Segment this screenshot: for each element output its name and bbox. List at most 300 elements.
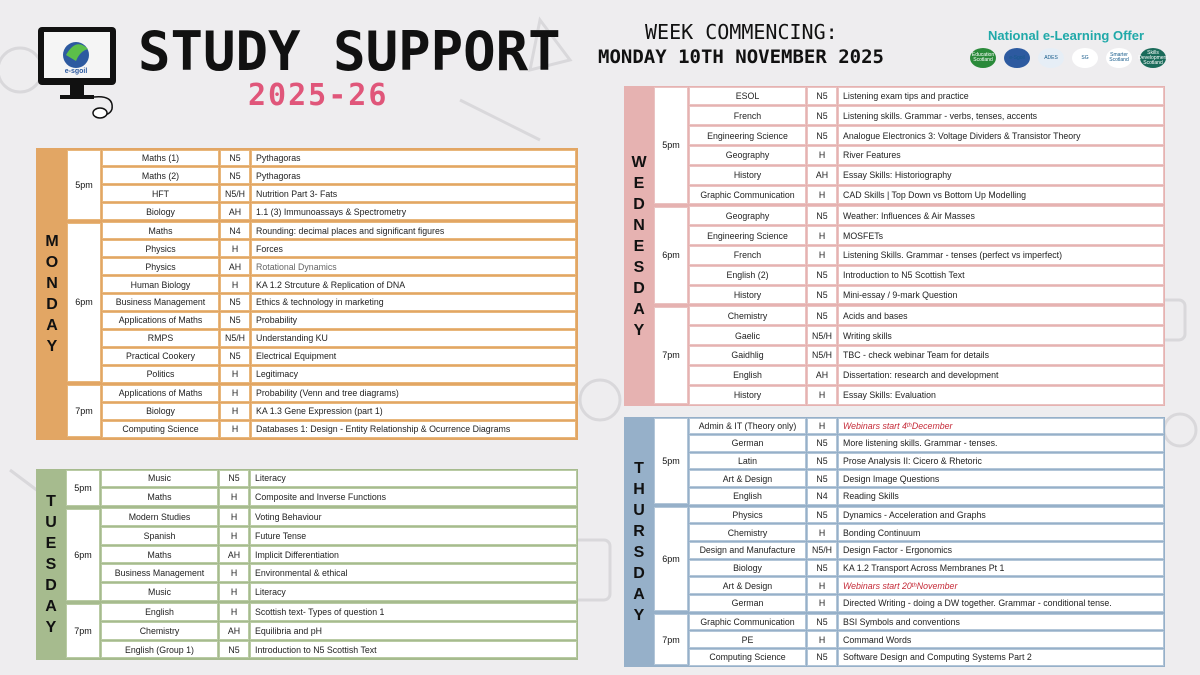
day-letter: E <box>633 237 645 255</box>
subject-cell: Graphic Communication <box>689 614 806 631</box>
topic-cell: Directed Writing - doing a DW together. Grammar - conditional tense. <box>838 595 1164 612</box>
schedule-row <box>689 506 1165 524</box>
subject-cell: Chemistry <box>101 622 218 640</box>
topic-cell: Writing skills <box>838 326 1164 345</box>
subject-cell: Maths <box>102 222 219 239</box>
level-cell: H <box>219 583 249 601</box>
level-cell: N5 <box>807 87 837 106</box>
schedule-row <box>102 167 577 185</box>
schedule-row <box>102 240 577 258</box>
topic-cell: Databases 1: Design - Entity Relationship & Ocurrence Diagrams <box>251 421 576 438</box>
day-label <box>36 469 66 660</box>
level-cell: N5 <box>220 312 250 329</box>
subject-cell: German <box>689 435 806 452</box>
day-letter: A <box>633 586 645 603</box>
level-cell: H <box>219 488 249 506</box>
topic-cell: Ethics & technology in marketing <box>251 294 576 311</box>
level-cell: H <box>807 595 837 612</box>
topic-cell: Pythagoras <box>251 150 576 167</box>
schedule-row <box>101 640 578 659</box>
topic-cell: 1.1 (3) Immunoassays & Spectrometry <box>251 203 576 220</box>
topic-cell: CAD Skills | Top Down vs Bottom Up Modelling <box>838 186 1164 205</box>
schedule-row <box>689 542 1165 560</box>
subject-cell: Geography <box>689 206 806 225</box>
subject-cell: Art & Design <box>689 470 806 487</box>
topic-cell: Literacy <box>250 470 577 488</box>
level-cell: H <box>220 240 250 257</box>
subject-cell: Biology <box>102 403 219 420</box>
topic-cell: Command Words <box>838 631 1164 648</box>
time-slot <box>654 306 1165 406</box>
partner-logo: Skills Development Scotland <box>1140 48 1166 68</box>
time-label: 6pm <box>67 223 101 382</box>
schedule-row <box>689 285 1165 305</box>
week-commencing-label: WEEK COMMENCING: <box>645 20 838 44</box>
subject-cell: French <box>689 106 806 125</box>
topic-cell: Equilibria and pH <box>250 622 577 640</box>
svg-text:e-sgoil: e-sgoil <box>64 68 88 75</box>
time-label: 7pm <box>66 604 100 658</box>
day-letter: A <box>46 317 58 334</box>
time-label: 6pm <box>654 507 688 611</box>
schedule-row <box>689 126 1165 146</box>
subject-cell: Gaelic <box>689 326 806 345</box>
level-cell: N5/H <box>220 330 250 347</box>
subject-cell: Applications of Maths <box>102 312 219 329</box>
schedule-row <box>102 203 577 221</box>
schedule-row <box>101 603 578 622</box>
time-slot <box>67 384 577 439</box>
subject-cell: History <box>689 166 806 185</box>
schedule-row <box>102 294 577 312</box>
schedule-row <box>102 149 577 167</box>
topic-cell: Bonding Continuum <box>838 524 1164 541</box>
schedule-row <box>689 306 1165 326</box>
subject-cell: Applications of Maths <box>102 385 219 402</box>
subject-cell: Maths (1) <box>102 150 219 167</box>
topic-cell: Literacy <box>250 583 577 601</box>
day-letter: Y <box>45 619 57 636</box>
subject-cell: Business Management <box>101 564 218 582</box>
subject-cell: French <box>689 246 806 265</box>
schedule-row <box>689 226 1165 246</box>
subject-cell: ESOL <box>689 87 806 106</box>
level-cell: N5 <box>807 266 837 285</box>
subject-cell: RMPS <box>102 330 219 347</box>
subject-cell: Maths <box>101 488 218 506</box>
partner-logo: e-Sgoil <box>1004 48 1030 68</box>
topic-cell: Implicit Differentiation <box>250 546 577 564</box>
subject-cell: Graphic Communication <box>689 186 806 205</box>
subject-cell: English <box>689 366 806 385</box>
subject-cell: Latin <box>689 453 806 470</box>
subject-cell: English <box>689 488 806 505</box>
level-cell: H <box>220 276 250 293</box>
level-cell: N5 <box>220 150 250 167</box>
subject-cell: Maths <box>101 546 218 564</box>
level-cell: AH <box>220 258 250 275</box>
schedule-row <box>102 222 577 240</box>
level-cell: N5 <box>807 614 837 631</box>
day-letter: A <box>45 598 57 615</box>
subject-cell: HFT <box>102 185 219 202</box>
schedule-row <box>689 385 1165 405</box>
schedule-row <box>102 329 577 347</box>
topic-cell: Weather: Influences & Air Masses <box>838 206 1164 225</box>
subject-cell: PE <box>689 631 806 648</box>
schedule-row <box>689 86 1165 106</box>
subject-cell: Biology <box>102 203 219 220</box>
time-slot <box>654 206 1165 306</box>
schedule-row <box>101 564 578 583</box>
day-letter: S <box>633 258 645 276</box>
level-cell: N5 <box>807 560 837 577</box>
topic-cell: Listening Skills. Grammar - tenses (perfect vs imperfect) <box>838 246 1164 265</box>
topic-cell: Nutrition Part 3- Fats <box>251 185 576 202</box>
day-letter: A <box>633 300 645 318</box>
schedule-row <box>689 417 1165 435</box>
topic-cell: Probability <box>251 312 576 329</box>
topic-cell: Electrical Equipment <box>251 348 576 365</box>
level-cell: N5 <box>807 470 837 487</box>
level-cell: N5 <box>220 348 250 365</box>
topic-cell: Scottish text- Types of question 1 <box>250 603 577 621</box>
time-label: 5pm <box>66 470 100 506</box>
level-cell: H <box>807 524 837 541</box>
day-letter: Y <box>633 607 645 624</box>
schedule-row <box>101 469 578 488</box>
schedule-row <box>689 648 1165 666</box>
topic-cell: MOSFETs <box>838 226 1164 245</box>
thursday-schedule <box>624 417 1165 667</box>
schedule-row <box>689 452 1165 470</box>
day-label <box>624 86 654 406</box>
topic-cell: Design Image Questions <box>838 470 1164 487</box>
topic-cell: Introduction to N5 Scottish Text <box>250 641 577 659</box>
topic-cell: Composite and Inverse Functions <box>250 488 577 506</box>
topic-cell: Rounding: decimal places and significant figures <box>251 222 576 239</box>
subject-cell: Gaidhlig <box>689 346 806 365</box>
day-letter: S <box>45 556 57 573</box>
level-cell: N4 <box>807 488 837 505</box>
topic-cell: Essay Skills: Evaluation <box>838 386 1164 405</box>
schedule-row <box>102 258 577 276</box>
schedule-row <box>689 488 1165 506</box>
topic-cell: Prose Analysis II: Cicero & Rhetoric <box>838 453 1164 470</box>
day-label <box>624 417 654 667</box>
schedule-row <box>689 577 1165 595</box>
level-cell: H <box>219 527 249 545</box>
schedule-row <box>689 165 1165 185</box>
day-letter: H <box>633 481 645 498</box>
level-cell: N4 <box>220 222 250 239</box>
topic-cell: Dissertation: research and development <box>838 366 1164 385</box>
partner-logo: Smarter Scotland <box>1106 48 1132 68</box>
day-letter: S <box>633 544 645 561</box>
schedule-row <box>101 545 578 564</box>
subject-cell: Politics <box>102 366 219 383</box>
time-slot <box>66 469 578 508</box>
partner-logo: Education Scotland <box>970 48 996 68</box>
level-cell: N5 <box>219 470 249 488</box>
level-cell: H <box>219 564 249 582</box>
schedule-row <box>101 488 578 507</box>
subject-cell: History <box>689 386 806 405</box>
time-label: 7pm <box>67 385 101 437</box>
level-cell: N5/H <box>807 542 837 559</box>
wednesday-schedule <box>624 86 1165 406</box>
time-slot <box>67 149 577 222</box>
year-subtitle: 2025-26 <box>248 78 389 113</box>
topic-cell: Acids and bases <box>838 306 1164 325</box>
level-cell: H <box>220 421 250 438</box>
level-cell: N5 <box>220 167 250 184</box>
schedule-row <box>102 365 577 383</box>
level-cell: N5 <box>807 649 837 666</box>
topic-cell: Dynamics - Acceleration and Graphs <box>838 507 1164 524</box>
subject-cell: Engineering Science <box>689 226 806 245</box>
schedule-row <box>102 185 577 203</box>
day-letter: M <box>45 233 59 250</box>
level-cell: H <box>220 366 250 383</box>
partner-logo: ADES <box>1038 48 1064 68</box>
time-slot <box>654 613 1165 667</box>
level-cell: AH <box>220 203 250 220</box>
day-letter: N <box>633 216 645 234</box>
subject-cell: Design and Manufacture <box>689 542 806 559</box>
level-cell: H <box>807 631 837 648</box>
schedule-row <box>101 583 578 602</box>
subject-cell: Maths (2) <box>102 167 219 184</box>
subject-cell: Admin & IT (Theory only) <box>689 418 806 435</box>
level-cell: H <box>220 403 250 420</box>
level-cell: H <box>807 146 837 165</box>
monday-schedule <box>36 148 578 440</box>
schedule-row <box>101 526 578 545</box>
level-cell: H <box>220 385 250 402</box>
time-label: 5pm <box>654 418 688 504</box>
level-cell: H <box>807 577 837 594</box>
subject-cell: Chemistry <box>689 306 806 325</box>
subject-cell: Geography <box>689 146 806 165</box>
subject-cell: English (2) <box>689 266 806 285</box>
day-letter: D <box>45 577 57 594</box>
time-slot <box>654 86 1165 206</box>
time-slot <box>66 603 578 660</box>
partner-logos <box>970 48 1166 68</box>
topic-cell: KA 1.2 Transport Across Membranes Pt 1 <box>838 560 1164 577</box>
schedule-row <box>689 365 1165 385</box>
time-label: 6pm <box>654 207 688 304</box>
schedule-row <box>102 276 577 294</box>
level-cell: N5 <box>807 453 837 470</box>
level-cell: H <box>807 386 837 405</box>
schedule-row <box>102 402 577 420</box>
level-cell: N5/H <box>807 346 837 365</box>
schedule-row <box>689 265 1165 285</box>
schedule-row <box>689 470 1165 488</box>
day-letter: D <box>633 565 645 582</box>
day-letter: D <box>633 279 645 297</box>
subject-cell: Music <box>101 583 218 601</box>
topic-cell: Forces <box>251 240 576 257</box>
level-cell: H <box>807 226 837 245</box>
day-letter: U <box>45 514 57 531</box>
level-cell: H <box>219 508 249 526</box>
topic-cell: KA 1.3 Gene Expression (part 1) <box>251 403 576 420</box>
esgoil-monitor-logo <box>36 25 126 120</box>
schedule-row <box>101 621 578 640</box>
topic-cell: Essay Skills: Historiography <box>838 166 1164 185</box>
time-label: 5pm <box>67 150 101 220</box>
schedule-row <box>689 631 1165 649</box>
topic-cell: KA 1.2 Strcuture & Replication of DNA <box>251 276 576 293</box>
subject-cell: Physics <box>102 240 219 257</box>
topic-cell: More listening skills. Grammar - tenses. <box>838 435 1164 452</box>
subject-cell: Biology <box>689 560 806 577</box>
subject-cell: Spanish <box>101 527 218 545</box>
topic-cell: Design Factor - Ergonomics <box>838 542 1164 559</box>
level-cell: AH <box>807 166 837 185</box>
schedule-row <box>689 246 1165 266</box>
tuesday-schedule <box>36 469 578 660</box>
day-letter: E <box>633 174 645 192</box>
topic-cell: Listening exam tips and practice <box>838 87 1164 106</box>
level-cell: H <box>807 418 837 435</box>
schedule-row <box>689 326 1165 346</box>
subject-cell: Engineering Science <box>689 126 806 145</box>
level-cell: AH <box>219 546 249 564</box>
topic-cell: Environmental & ethical <box>250 564 577 582</box>
level-cell: N5 <box>807 435 837 452</box>
level-cell: N5/H <box>807 326 837 345</box>
schedule-row <box>102 311 577 329</box>
level-cell: H <box>807 186 837 205</box>
day-letter: O <box>45 254 59 271</box>
topic-cell: Future Tense <box>250 527 577 545</box>
topic-cell: Webinars start 4 th December <box>838 418 1164 435</box>
topic-cell: Webinars start 20 th November <box>838 577 1164 594</box>
level-cell: AH <box>219 622 249 640</box>
topic-cell: Understanding KU <box>251 330 576 347</box>
day-letter: E <box>45 535 57 552</box>
topic-cell: Voting Behaviour <box>250 508 577 526</box>
level-cell: N5 <box>807 106 837 125</box>
topic-cell: River Features <box>838 146 1164 165</box>
time-slot <box>66 508 578 603</box>
subject-cell: Physics <box>102 258 219 275</box>
subject-cell: English (Group 1) <box>101 641 218 659</box>
topic-cell: Introduction to N5 Scottish Text <box>838 266 1164 285</box>
subject-cell: Music <box>101 470 218 488</box>
subject-cell: Modern Studies <box>101 508 218 526</box>
time-label: 7pm <box>654 307 688 404</box>
time-slot <box>654 417 1165 506</box>
topic-cell: Analogue Electronics 3: Voltage Dividers & Transistor Theory <box>838 126 1164 145</box>
time-label: 5pm <box>654 87 688 204</box>
topic-cell: Probability (Venn and tree diagrams) <box>251 385 576 402</box>
level-cell: N5 <box>807 206 837 225</box>
subject-cell: Business Management <box>102 294 219 311</box>
schedule-row <box>102 347 577 365</box>
level-cell: N5 <box>807 306 837 325</box>
schedule-row <box>689 594 1165 612</box>
subject-cell: Computing Science <box>102 421 219 438</box>
schedule-row <box>689 524 1165 542</box>
day-letter: N <box>46 275 58 292</box>
level-cell: N5/H <box>220 185 250 202</box>
day-letter: Y <box>46 338 58 355</box>
schedule-row <box>102 384 577 402</box>
day-letter: D <box>46 296 58 313</box>
schedule-row <box>689 346 1165 366</box>
schedule-row <box>101 508 578 527</box>
subject-cell: Practical Cookery <box>102 348 219 365</box>
schedule-row <box>689 106 1165 126</box>
day-letter: T <box>46 493 56 510</box>
level-cell: AH <box>807 366 837 385</box>
level-cell: H <box>219 603 249 621</box>
day-letter: D <box>633 195 645 213</box>
national-elearning-offer-label: National e-Learning Offer <box>988 28 1145 43</box>
schedule-row <box>102 420 577 438</box>
subject-cell: Human Biology <box>102 276 219 293</box>
subject-cell: History <box>689 286 806 305</box>
topic-cell: Pythagoras <box>251 167 576 184</box>
subject-cell: English <box>101 603 218 621</box>
time-label: 6pm <box>66 509 100 601</box>
topic-cell: BSI Symbols and conventions <box>838 614 1164 631</box>
subject-cell: German <box>689 595 806 612</box>
topic-cell: Software Design and Computing Systems Part 2 <box>838 649 1164 666</box>
topic-cell: Rotational Dynamics <box>251 258 576 275</box>
topic-cell: TBC - check webinar Team for details <box>838 346 1164 365</box>
level-cell: H <box>807 246 837 265</box>
day-letter: T <box>634 460 644 477</box>
level-cell: N5 <box>807 126 837 145</box>
level-cell: N5 <box>807 286 837 305</box>
subject-cell: Computing Science <box>689 649 806 666</box>
time-slot <box>67 222 577 384</box>
week-commencing-date: MONDAY 10TH NOVEMBER 2025 <box>598 46 884 68</box>
page-title: STUDY SUPPORT <box>138 20 561 83</box>
time-slot <box>654 506 1165 613</box>
day-letter: U <box>633 502 645 519</box>
schedule-row <box>689 435 1165 453</box>
time-label: 7pm <box>654 614 688 665</box>
partner-logo: SG <box>1072 48 1098 68</box>
level-cell: N5 <box>220 294 250 311</box>
level-cell: N5 <box>219 641 249 659</box>
topic-cell: Legitimacy <box>251 366 576 383</box>
subject-cell: Physics <box>689 507 806 524</box>
topic-cell: Listening skills. Grammar - verbs, tenses, accents <box>838 106 1164 125</box>
day-letter: W <box>631 153 647 171</box>
day-label <box>37 149 67 439</box>
schedule-row <box>689 145 1165 165</box>
schedule-row <box>689 559 1165 577</box>
schedule-row <box>689 206 1165 226</box>
day-letter: Y <box>633 321 645 339</box>
day-letter: R <box>633 523 645 540</box>
subject-cell: Chemistry <box>689 524 806 541</box>
schedule-row <box>689 185 1165 205</box>
schedule-row <box>689 613 1165 631</box>
level-cell: N5 <box>807 507 837 524</box>
topic-cell: Mini-essay / 9-mark Question <box>838 286 1164 305</box>
subject-cell: Art & Design <box>689 577 806 594</box>
topic-cell: Reading Skills <box>838 488 1164 505</box>
